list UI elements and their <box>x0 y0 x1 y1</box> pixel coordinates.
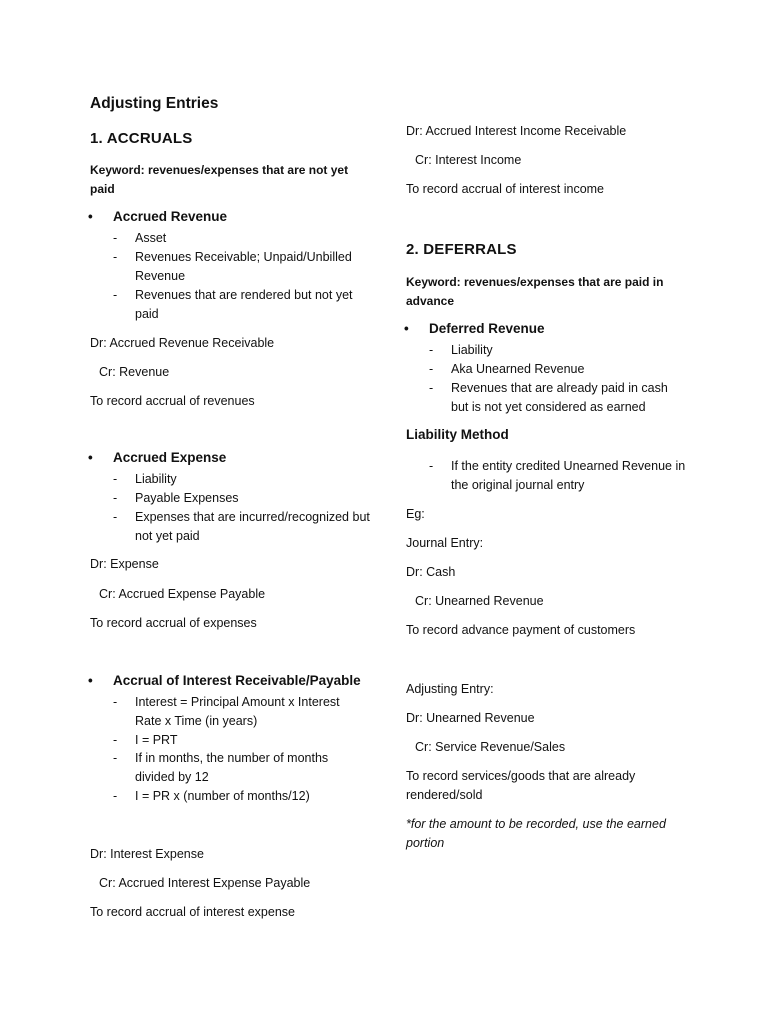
debit-entry: Dr: Unearned Revenue <box>406 711 535 725</box>
entry-note: To record accrual of interest expense <box>90 905 295 919</box>
credit-entry: Cr: Revenue <box>99 365 170 379</box>
entry-note: To record accrual of revenues <box>90 394 255 408</box>
debit-entry: Dr: Accrued Interest Income Receivable <box>406 124 627 138</box>
deferrals-heading: 2. DEFERRALS <box>406 241 517 258</box>
liability-method-heading: Liability Method <box>406 427 509 442</box>
journal-entry-label: Journal Entry: <box>406 536 484 550</box>
accruals-keyword: Keyword: revenues/expenses that are not yet paid <box>90 163 349 196</box>
entry-note: To record accrual of interest income <box>406 182 605 196</box>
page-title: Adjusting Entries <box>90 95 219 112</box>
credit-entry: Cr: Service Revenue/Sales <box>415 740 566 754</box>
debit-entry: Dr: Cash <box>406 565 456 579</box>
entry-note: To record advance payment of customers <box>406 623 636 637</box>
bullet-icon: • <box>88 209 93 224</box>
bullet-icon: • <box>88 673 93 688</box>
credit-entry: Cr: Accrued Interest Expense Payable <box>99 876 311 890</box>
bullet-icon: • <box>88 450 93 465</box>
accruals-heading: 1. ACCRUALS <box>90 130 193 147</box>
debit-entry: Dr: Interest Expense <box>90 847 204 861</box>
footnote: *for the amount to be recorded, use the earned portion <box>406 817 666 850</box>
eg-label: Eg: <box>406 507 425 521</box>
debit-entry: Dr: Expense <box>90 557 159 571</box>
entry-note: To record accrual of expenses <box>90 616 257 630</box>
debit-entry: Dr: Accrued Revenue Receivable <box>90 336 275 350</box>
credit-entry: Cr: Accrued Expense Payable <box>99 587 266 601</box>
bullet-icon: • <box>404 321 409 336</box>
adjusting-entry-label: Adjusting Entry: <box>406 682 494 696</box>
credit-entry: Cr: Interest Income <box>415 153 522 167</box>
deferrals-keyword: Keyword: revenues/expenses that are paid in advance <box>406 275 664 308</box>
entry-note: To record services/goods that are already rendered/sold <box>406 769 636 802</box>
credit-entry: Cr: Unearned Revenue <box>415 594 544 608</box>
